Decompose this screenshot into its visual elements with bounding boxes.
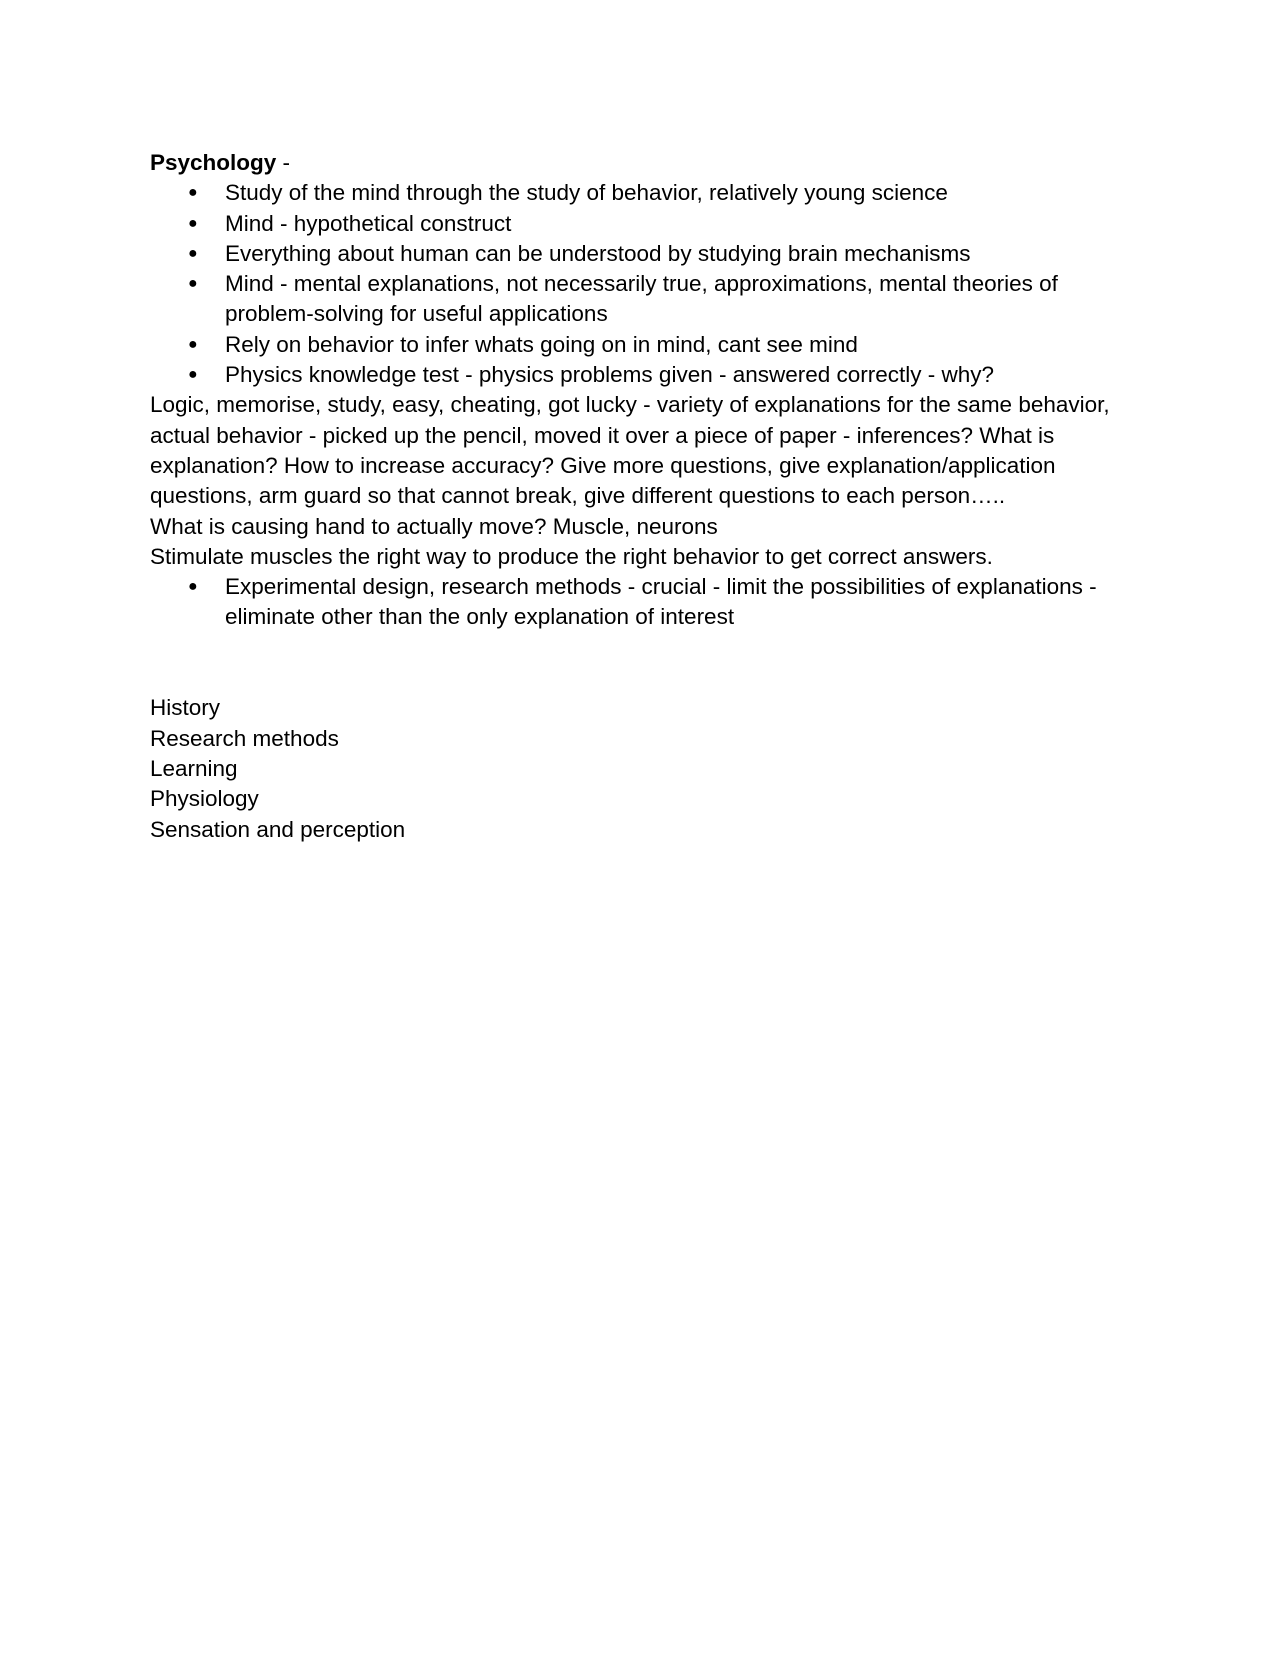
list-item-text: Mind - mental explanations, not necessarily true, approximations, mental theories of problem-solving for useful applications <box>225 271 1058 327</box>
list-item <box>150 330 1130 360</box>
list-item <box>150 572 1130 633</box>
bullet-icon: ● <box>188 366 198 384</box>
list-item-text: Rely on behavior to infer whats going on in mind, cant see mind <box>225 331 858 357</box>
heading-title: Psychology <box>150 150 277 175</box>
list-item-text: Physics knowledge test - physics problems given - answered correctly - why? <box>225 362 995 388</box>
topic-item: Research methods <box>150 725 339 751</box>
paragraph-explanations: Logic, memorise, study, easy, cheating, got lucky - variety of explanations for the same behavior, actual behavior - picked up the pencil, moved it over a piece of paper - inferences? What is explanation? How to increase accuracy? Give more questions, give explanation/application questions, arm guard so that cannot break, give different questions to each person….. <box>150 392 1110 509</box>
bullet-list-methods <box>150 572 1130 633</box>
list-item-text: Everything about human can be understood by studying brain mechanisms <box>225 240 971 266</box>
list-item <box>150 360 1130 390</box>
bullet-list-intro <box>150 178 1130 390</box>
list-item-text: Mind - hypothetical construct <box>225 210 512 236</box>
list-item-text: Experimental design, research methods - crucial - limit the possibilities of explanations - eliminate other than the only explanation of interest <box>225 574 1097 630</box>
list-item <box>150 269 1130 330</box>
bullet-icon: ● <box>188 275 198 293</box>
page-heading <box>150 148 1130 178</box>
section-spacer <box>150 633 1130 694</box>
paragraph-hand-movement: What is causing hand to actually move? Muscle, neurons <box>150 513 718 539</box>
heading-suffix: - <box>276 150 291 175</box>
topic-item: Sensation and perception <box>150 816 406 842</box>
document-content <box>150 148 1130 845</box>
list-item <box>150 239 1130 269</box>
bullet-icon: ● <box>188 578 198 596</box>
bullet-icon: ● <box>188 214 198 232</box>
list-item-text: Study of the mind through the study of behavior, relatively young science <box>225 180 948 206</box>
list-item <box>150 178 1130 208</box>
bullet-icon: ● <box>188 335 198 353</box>
topic-item: History <box>150 695 221 721</box>
topic-item: Learning <box>150 755 238 781</box>
bullet-icon: ● <box>188 244 198 262</box>
paragraph-stimulate-muscles: Stimulate muscles the right way to produce the right behavior to get correct answers. <box>150 543 993 569</box>
list-item <box>150 209 1130 239</box>
bullet-icon: ● <box>188 184 198 202</box>
topic-item: Physiology <box>150 786 259 812</box>
topic-list <box>150 693 1130 844</box>
